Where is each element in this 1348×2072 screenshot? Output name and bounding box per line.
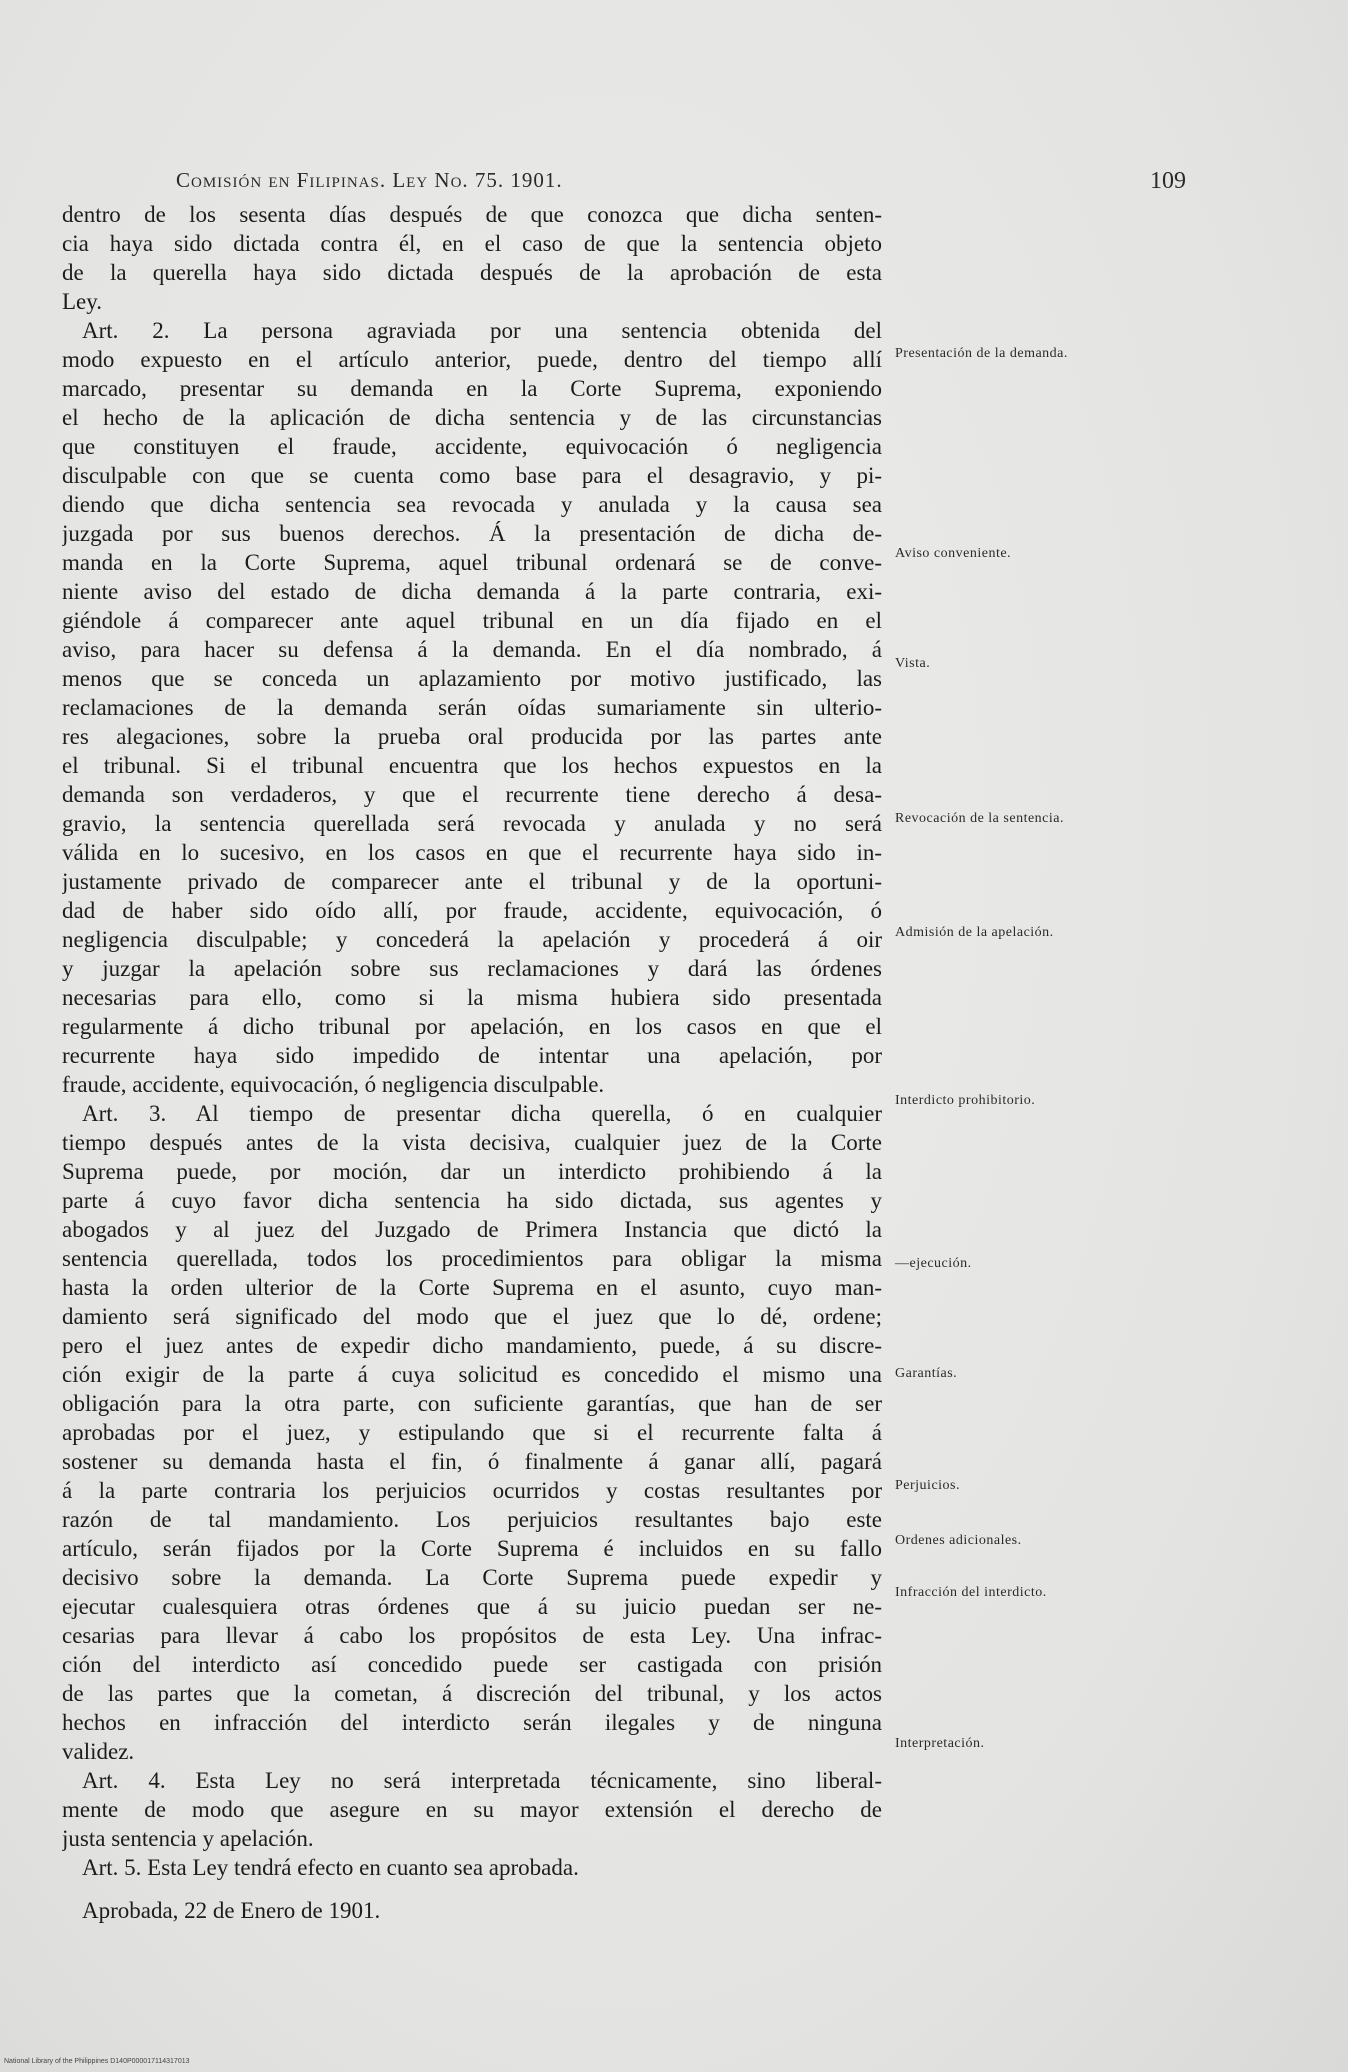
text-line: regularmente á dicho tribunal por apelación, en los casos en que el [62, 1014, 882, 1039]
text-line: que constituyen el fraude, accidente, equivocación ó negligencia [62, 434, 882, 459]
article-3-heading-line: Art. 3. Al tiempo de presentar dicha querella, ó en cualquier [82, 1101, 882, 1126]
text-line: gravio, la sentencia querellada será revocada y anulada y no será [62, 811, 882, 836]
text-line: niente aviso del estado de dicha demanda á la parte contraria, exi- [62, 579, 882, 604]
text-line: dad de haber sido oído allí, por fraude, accidente, equivocación, ó [62, 898, 882, 923]
text-line: sostener su demanda hasta el fin, ó finalmente á ganar allí, pagará [62, 1449, 882, 1474]
text-line: abogados y al juez del Juzgado de Primera Instancia que dictó la [62, 1217, 882, 1242]
text-line: modo expuesto en el artículo anterior, puede, dentro del tiempo allí [62, 347, 882, 372]
text-line: cia haya sido dictada contra él, en el caso de que la sentencia objeto [62, 231, 882, 256]
article-4-heading-line: Art. 4. Esta Ley no será interpretada técnicamente, sino liberal- [82, 1768, 882, 1793]
text-line: el hecho de la aplicación de dicha sentencia y de las circunstancias [62, 405, 882, 430]
approval-date-line: Aprobada, 22 de Enero de 1901. [82, 1898, 381, 1923]
text-line: ción del interdicto así concedido puede ser castigada con prisión [62, 1652, 882, 1677]
text-line: decisivo sobre la demanda. La Corte Suprema puede expedir y [62, 1565, 882, 1590]
text-line: aviso, para hacer su defensa á la demanda. En el día nombrado, á [62, 637, 882, 662]
margin-note-infraccion: Infracción del interdicto. [895, 1585, 1047, 1600]
text-line: juzgada por sus buenos derechos. Á la presentación de dicha de- [62, 521, 882, 546]
text-line: negligencia disculpable; y concederá la apelación y procederá á oir [62, 927, 882, 952]
text-line: justa sentencia y apelación. [62, 1826, 314, 1851]
margin-note-garantias: Garantías. [895, 1366, 958, 1381]
text-line: dentro de los sesenta días después de que conozca que dicha senten- [62, 202, 882, 227]
text-line: Suprema puede, por moción, dar un interdicto prohibiendo á la [62, 1159, 882, 1184]
text-line: el tribunal. Si el tribunal encuentra que los hechos expuestos en la [62, 753, 882, 778]
text-line: de la querella haya sido dictada después de la aprobación de esta [62, 260, 882, 285]
article-5-line: Art. 5. Esta Ley tendrá efecto en cuanto sea aprobada. [82, 1855, 579, 1880]
text-line: fraude, accidente, equivocación, ó negligencia disculpable. [62, 1072, 605, 1097]
margin-note-vista: Vista. [895, 656, 931, 671]
article-2-heading-line: Art. 2. La persona agraviada por una sentencia obtenida del [82, 318, 882, 343]
text-line: giéndole á comparecer ante aquel tribunal en un día fijado en el [62, 608, 882, 633]
text-line: válida en lo sucesivo, en los casos en que el recurrente haya sido in- [62, 840, 882, 865]
body-text [62, 200, 882, 1925]
text-line: marcado, presentar su demanda en la Corte Suprema, exponiendo [62, 376, 882, 401]
text-line: hasta la orden ulterior de la Corte Suprema en el asunto, cuyo man- [62, 1275, 882, 1300]
text-line: ejecutar cualesquiera otras órdenes que á su juicio puedan ser ne- [62, 1594, 882, 1619]
page-number: 109 [1150, 168, 1186, 194]
margin-note-perjuicios: Perjuicios. [895, 1478, 960, 1493]
text-line: á la parte contraria los perjuicios ocurridos y costas resultantes por [62, 1478, 882, 1503]
text-line: aprobadas por el juez, y estipulando que si el recurrente falta á [62, 1420, 882, 1445]
margin-note-interpretacion: Interpretación. [895, 1736, 985, 1751]
text-line: justamente privado de comparecer ante el tribunal y de la oportuni- [62, 869, 882, 894]
text-line: res alegaciones, sobre la prueba oral producida por las partes ante [62, 724, 882, 749]
text-line: ción exigir de la parte á cuya solicitud es concedido el mismo una [62, 1362, 882, 1387]
text-line: artículo, serán fijados por la Corte Suprema é incluidos en su fallo [62, 1536, 882, 1561]
margin-note-admision: Admisión de la apelación. [895, 925, 1054, 940]
running-title: Comisión en Filipinas. Ley No. 75. 1901. [176, 168, 563, 192]
text-line: razón de tal mandamiento. Los perjuicios resultantes bajo este [62, 1507, 882, 1532]
text-line: obligación para la otra parte, con suficiente garantías, que han de ser [62, 1391, 882, 1416]
margin-note-aviso: Aviso conveniente. [895, 546, 1012, 561]
scan-credit-footer: National Library of the Philippines D140P000017114317013 [4, 2058, 190, 2065]
text-line: tiempo después antes de la vista decisiva, cualquier juez de la Corte [62, 1130, 882, 1155]
text-line: pero el juez antes de expedir dicho mandamiento, puede, á su discre- [62, 1333, 882, 1358]
margin-note-ejecucion: —ejecución. [895, 1256, 972, 1271]
text-line: hechos en infracción del interdicto serán ilegales y de ninguna [62, 1710, 882, 1735]
text-line: damiento será significado del modo que el juez que lo dé, ordene; [62, 1304, 882, 1329]
margin-note-ordenes: Ordenes adicionales. [895, 1533, 1022, 1548]
text-line: reclamaciones de la demanda serán oídas sumariamente sin ulterio- [62, 695, 882, 720]
text-line: validez. [62, 1739, 135, 1764]
text-line: parte á cuyo favor dicha sentencia ha sido dictada, sus agentes y [62, 1188, 882, 1213]
text-line: manda en la Corte Suprema, aquel tribunal ordenará se de conve- [62, 550, 882, 575]
text-line: demanda son verdaderos, y que el recurrente tiene derecho á desa- [62, 782, 882, 807]
margin-note-revocacion: Revocación de la sentencia. [895, 811, 1064, 826]
text-line: cesarias para llevar á cabo los propósitos de esta Ley. Una infrac- [62, 1623, 882, 1648]
text-line: de las partes que la cometan, á discreción del tribunal, y los actos [62, 1681, 882, 1706]
text-line: mente de modo que asegure en su mayor extensión el derecho de [62, 1797, 882, 1822]
text-line: Ley. [62, 289, 103, 314]
text-line: menos que se conceda un aplazamiento por motivo justificado, las [62, 666, 882, 691]
text-line: recurrente haya sido impedido de intentar una apelación, por [62, 1043, 882, 1068]
text-line: disculpable con que se cuenta como base para el desagravio, y pi- [62, 463, 882, 488]
text-line: diendo que dicha sentencia sea revocada y anulada y la causa sea [62, 492, 882, 517]
text-line: sentencia querellada, todos los procedimientos para obligar la misma [62, 1246, 882, 1271]
margin-note-presentacion: Presentación de la demanda. [895, 346, 1068, 361]
margin-note-interdicto: Interdicto prohibitorio. [895, 1093, 1036, 1108]
text-line: y juzgar la apelación sobre sus reclamaciones y dará las órdenes [62, 956, 882, 981]
text-line: necesarias para ello, como si la misma hubiera sido presentada [62, 985, 882, 1010]
